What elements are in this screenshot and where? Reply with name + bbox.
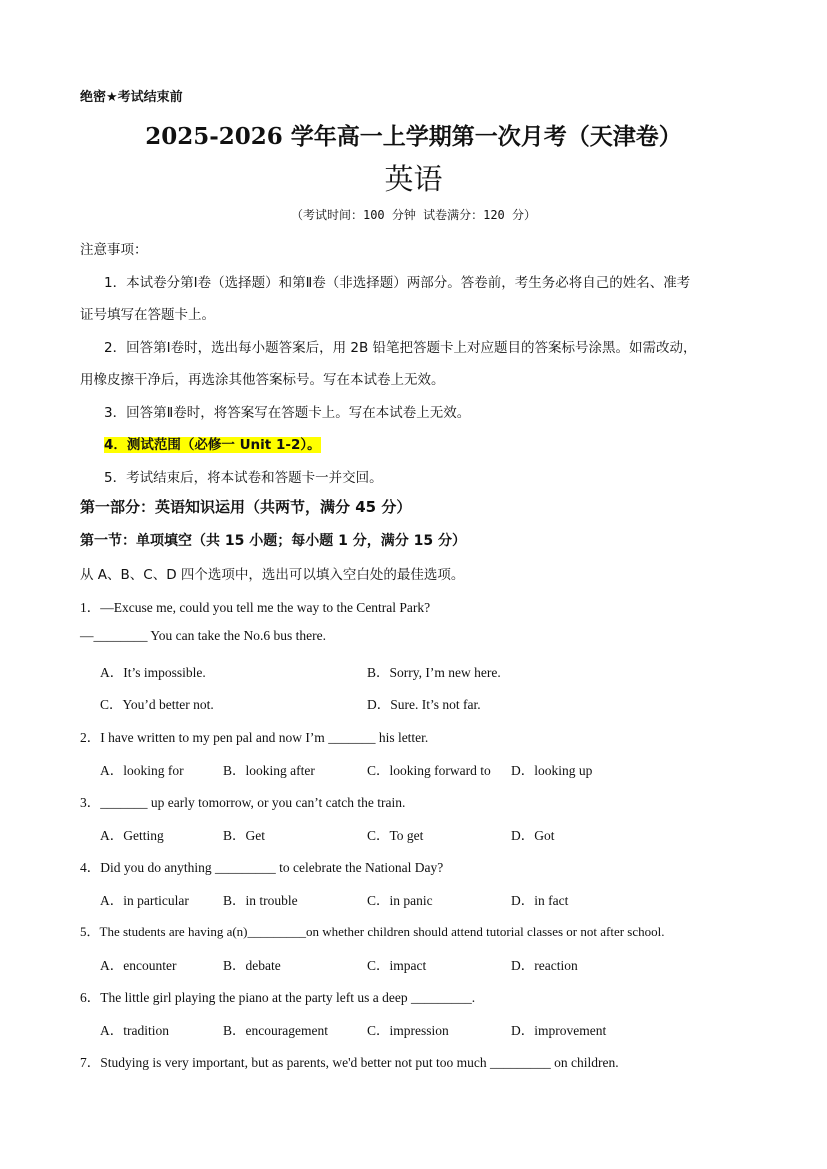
question-4-option-c: C．in panic xyxy=(367,893,433,908)
section1-title: 第一节：单项填空（共 15 小题；每小题 1 分，满分 15 分） xyxy=(80,533,466,549)
question-2-option-b: B．looking after xyxy=(223,763,315,778)
question-6-option-a: A．tradition xyxy=(100,1023,169,1038)
exam-title: 2025-2026 学年高一上学期第一次月考（天津卷） xyxy=(145,123,682,150)
question-1-option-c: C．You’d better not. xyxy=(100,697,214,712)
question-5-option-c: C．impact xyxy=(367,958,427,973)
notes-heading: 注意事项： xyxy=(80,242,148,258)
note-item-4-highlighted xyxy=(104,433,321,453)
question-6-option-d: D．improvement xyxy=(511,1023,607,1038)
question-6-option-b: B．encouragement xyxy=(223,1023,328,1038)
note-item-1-cont: 证号填写在答题卡上。 xyxy=(80,307,215,323)
subject-title: 英语 xyxy=(384,162,443,196)
question-1-stem-2: —________ You can take the No.6 bus there. xyxy=(80,628,326,643)
note-item-2: 2．回答第Ⅰ卷时，选出每小题答案后，用 2B 铅笔把答题卡上对应题目的答案标号涂黑。如需改动， xyxy=(104,340,697,356)
note-item-5: 5．考试结束后，将本试卷和答题卡一并交回。 xyxy=(104,470,383,486)
question-1-stem: 1．—Excuse me, could you tell me the way to the Central Park? xyxy=(80,600,431,615)
question-2-option-c: C．looking forward to xyxy=(367,763,491,778)
question-4-stem: 4．Did you do anything _________ to celebrate the National Day? xyxy=(80,860,444,875)
question-1-option-a: A．It’s impossible. xyxy=(100,665,206,680)
question-6-stem: 6．The little girl playing the piano at the party left us a deep _________. xyxy=(80,990,476,1005)
note-item-1: 1．本试卷分第Ⅰ卷（选择题）和第Ⅱ卷（非选择题）两部分。答卷前，考生务必将自己的姓名、准考 xyxy=(104,275,691,291)
question-3-option-d: D．Got xyxy=(511,828,555,843)
question-3-option-b: B．Get xyxy=(223,828,265,843)
question-3-option-c: C．To get xyxy=(367,828,424,843)
exam-info: （考试时间：100 分钟 试卷满分：120 分） xyxy=(290,208,537,222)
highlight-scope: 4．测试范围（必修一 Unit 1-2）。 xyxy=(104,437,321,453)
question-2-option-d: D．looking up xyxy=(511,763,593,778)
question-4-option-a: A．in particular xyxy=(100,893,189,908)
part1-title: 第一部分：英语知识运用（共两节，满分 45 分） xyxy=(80,498,412,516)
confidential-label: 绝密★考试结束前 xyxy=(80,90,183,105)
question-2-option-a: A．looking for xyxy=(100,763,184,778)
question-2-stem: 2．I have written to my pen pal and now I’m _______ his letter. xyxy=(80,730,429,745)
question-7-stem: 7．Studying is very important, but as parents, we'd better not put too much _________ on children. xyxy=(80,1055,619,1070)
question-6-option-c: C．impression xyxy=(367,1023,449,1038)
question-5-option-b: B．debate xyxy=(223,958,281,973)
question-5-option-a: A．encounter xyxy=(100,958,177,973)
question-1-option-d: D．Sure. It’s not far. xyxy=(367,697,481,712)
question-4-option-b: B．in trouble xyxy=(223,893,298,908)
question-4-option-d: D．in fact xyxy=(511,893,569,908)
section1-instruction: 从 A、B、C、D 四个选项中，选出可以填入空白处的最佳选项。 xyxy=(80,567,465,583)
question-3-option-a: A．Getting xyxy=(100,828,164,843)
question-5-option-d: D．reaction xyxy=(511,958,578,973)
question-1-option-b: B．Sorry, I’m new here. xyxy=(367,665,501,680)
note-item-2-cont: 用橡皮擦干净后，再选涂其他答案标号。写在本试卷上无效。 xyxy=(80,372,445,388)
question-5-stem: 5．The students are having a(n)_________on whether children should attend tutorial classes or not after school. xyxy=(80,924,665,939)
note-item-3: 3．回答第Ⅱ卷时，将答案写在答题卡上。写在本试卷上无效。 xyxy=(104,405,471,421)
question-3-stem: 3．_______ up early tomorrow, or you can’t catch the train. xyxy=(80,795,406,810)
